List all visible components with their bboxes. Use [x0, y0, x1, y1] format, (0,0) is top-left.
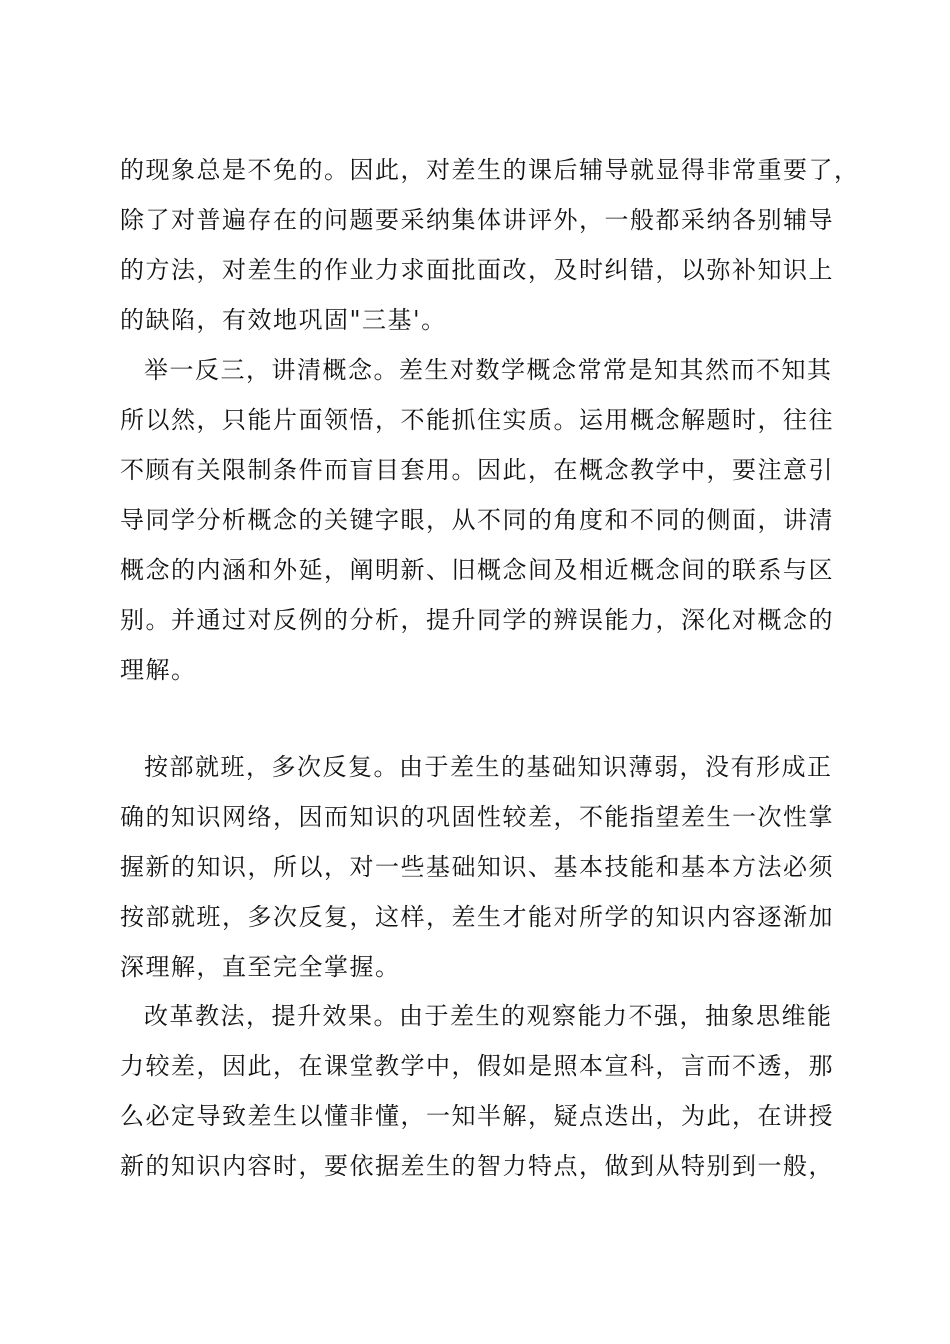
text-line: 概念的内涵和外延，阐明新、旧概念间及相近概念间的联系与区	[120, 556, 834, 584]
paragraph-4	[120, 991, 835, 1191]
text-line: 除了对普遍存在的问题要采纳集体讲评外，一般都采纳各别辅导	[120, 206, 834, 234]
paragraph-3	[120, 742, 835, 992]
text-line: 么必定导致差生以懂非懂，一知半解，疑点迭出，为此，在讲授	[120, 1102, 834, 1130]
text-line: 的现象总是不免的。因此，对差生的课后辅导就显得非常重要了，	[120, 156, 860, 184]
text-line: 按部就班，多次反复。由于差生的基础知识薄弱，没有形成正	[144, 753, 833, 781]
text-line: 新的知识内容时，要依据差生的智力特点，做到从特别到一般，	[120, 1152, 834, 1180]
text-line: 确的知识网络，因而知识的巩固性较差，不能指望差生一次性掌	[120, 803, 834, 831]
text-line: 的缺陷，有效地巩固"三基'。	[120, 306, 447, 334]
text-line: 不顾有关限制条件而盲目套用。因此，在概念教学中，要注意引	[120, 456, 834, 484]
text-line: 举一反三，讲清概念。差生对数学概念常常是知其然而不知其	[144, 356, 833, 384]
paragraph-1	[120, 145, 860, 345]
text-line: 握新的知识，所以，对一些基础知识、基本技能和基本方法必须	[120, 853, 834, 881]
text-line: 力较差，因此，在课堂教学中，假如是照本宣科，言而不透，那	[120, 1052, 834, 1080]
text-line: 别。并通过对反例的分析，提升同学的辨误能力，深化对概念的	[120, 606, 834, 634]
text-line: 理解。	[120, 656, 197, 684]
paragraph-2	[120, 345, 835, 695]
text-line: 深理解，直至完全掌握。	[120, 953, 401, 981]
text-line: 的方法，对差生的作业力求面批面改，及时纠错，以弥补知识上	[120, 256, 834, 284]
text-line: 按部就班，多次反复，这样，差生才能对所学的知识内容逐渐加	[120, 903, 834, 931]
text-line: 改革教法，提升效果。由于差生的观察能力不强，抽象思维能	[144, 1002, 833, 1030]
text-line: 所以然，只能片面领悟，不能抓住实质。运用概念解题时，往往	[120, 406, 834, 434]
text-line: 导同学分析概念的关键字眼，从不同的角度和不同的侧面，讲清	[120, 506, 834, 534]
